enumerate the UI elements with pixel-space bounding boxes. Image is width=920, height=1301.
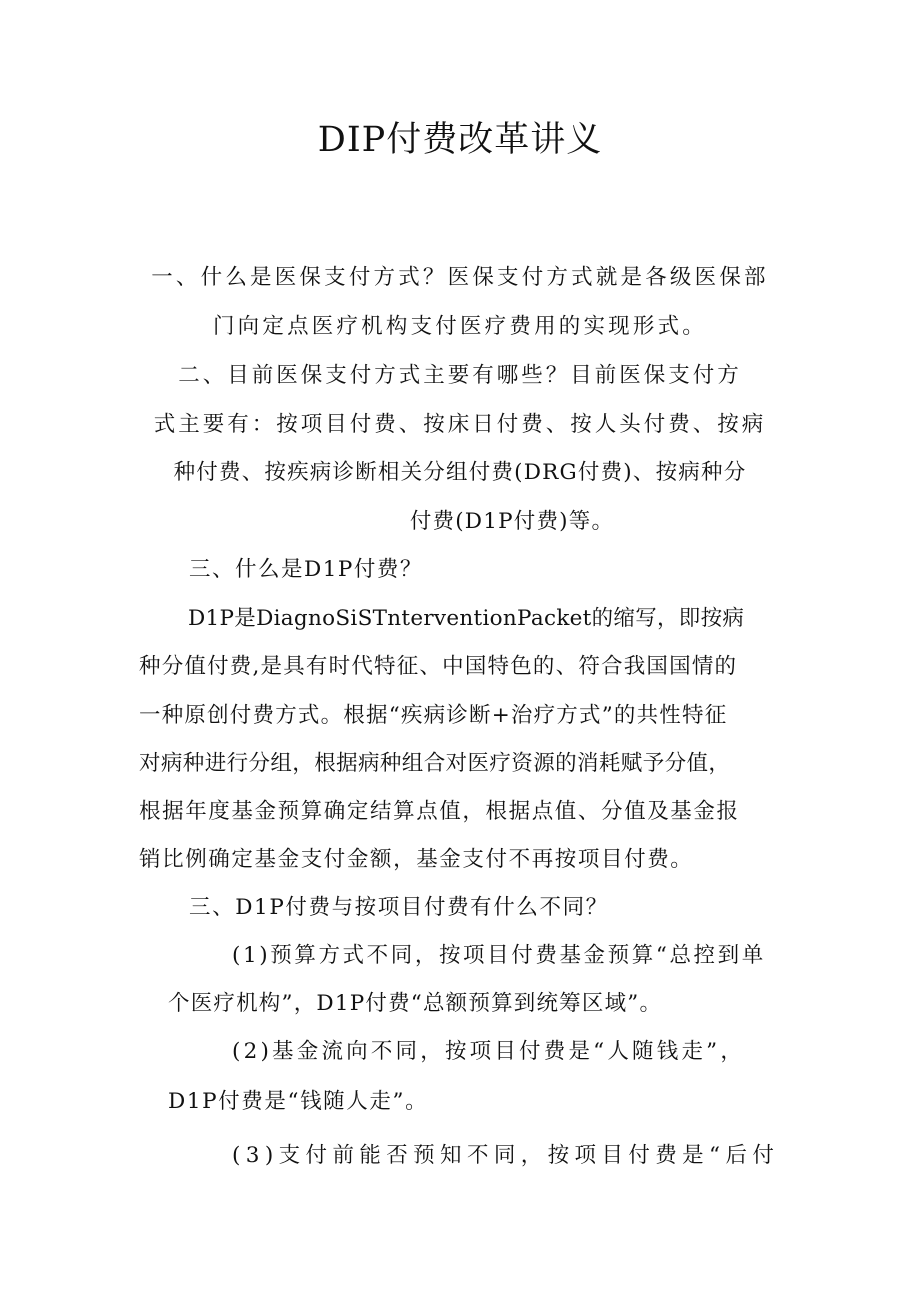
paragraph-line: 销比例确定基金支付金额，基金支付不再按项目付费。 — [139, 847, 694, 872]
paragraph-line: 一种原创付费方式。根据“疾病诊断+治疗方式”的共性特征 — [139, 703, 728, 728]
paragraph-line: 对病种进行分组，根据病种组合对医疗资源的消耗赋予分值， — [139, 751, 731, 776]
paragraph-line: (1)预算方式不同，按项目付费基金预算“总控到单 — [232, 943, 766, 968]
section-heading: 三、什么是D1P付费？ — [189, 557, 423, 582]
paragraph-line: 门向定点医疗机构支付医疗费用的实现形式。 — [212, 314, 707, 339]
paragraph-line: 二、目前医保支付方式主要有哪些？目前医保支付方 — [178, 363, 742, 388]
paragraph-line: 付费(D1P付费)等。 — [409, 509, 615, 534]
paragraph-line: 种付费、按疾病诊断相关分组付费(DRG付费)、按病种分 — [173, 460, 747, 485]
paragraph-line: 根据年度基金预算确定结算点值，根据点值、分值及基金报 — [139, 799, 740, 824]
paragraph-line: 种分值付费,是具有时代特征、中国特色的、符合我国国情的 — [139, 654, 738, 679]
paragraph-line: D1P付费是“钱随人走”。 — [168, 1089, 429, 1114]
document-title: DIP付费改革讲义 — [317, 120, 603, 160]
paragraph-line: (3)支付前能否预知不同，按项目付费是“后付 — [232, 1143, 780, 1168]
section-heading: 三、D1P付费与按项目付费有什么不同？ — [189, 895, 609, 920]
paragraph-line: 个医疗机构”，D1P付费“总额预算到统筹区域”。 — [168, 991, 663, 1016]
paragraph-line: (2)基金流向不同，按项目付费是“人随钱走”， — [232, 1039, 746, 1064]
paragraph-line: 式主要有：按项目付费、按床日付费、按人头付费、按病 — [153, 412, 767, 437]
paragraph-line: 一、什么是医保支付方式？医保支付方式就是各级医保部 — [151, 265, 769, 290]
paragraph-line: D1P是DiagnoSiSTnterventionPacket的缩写，即按病 — [188, 606, 745, 631]
